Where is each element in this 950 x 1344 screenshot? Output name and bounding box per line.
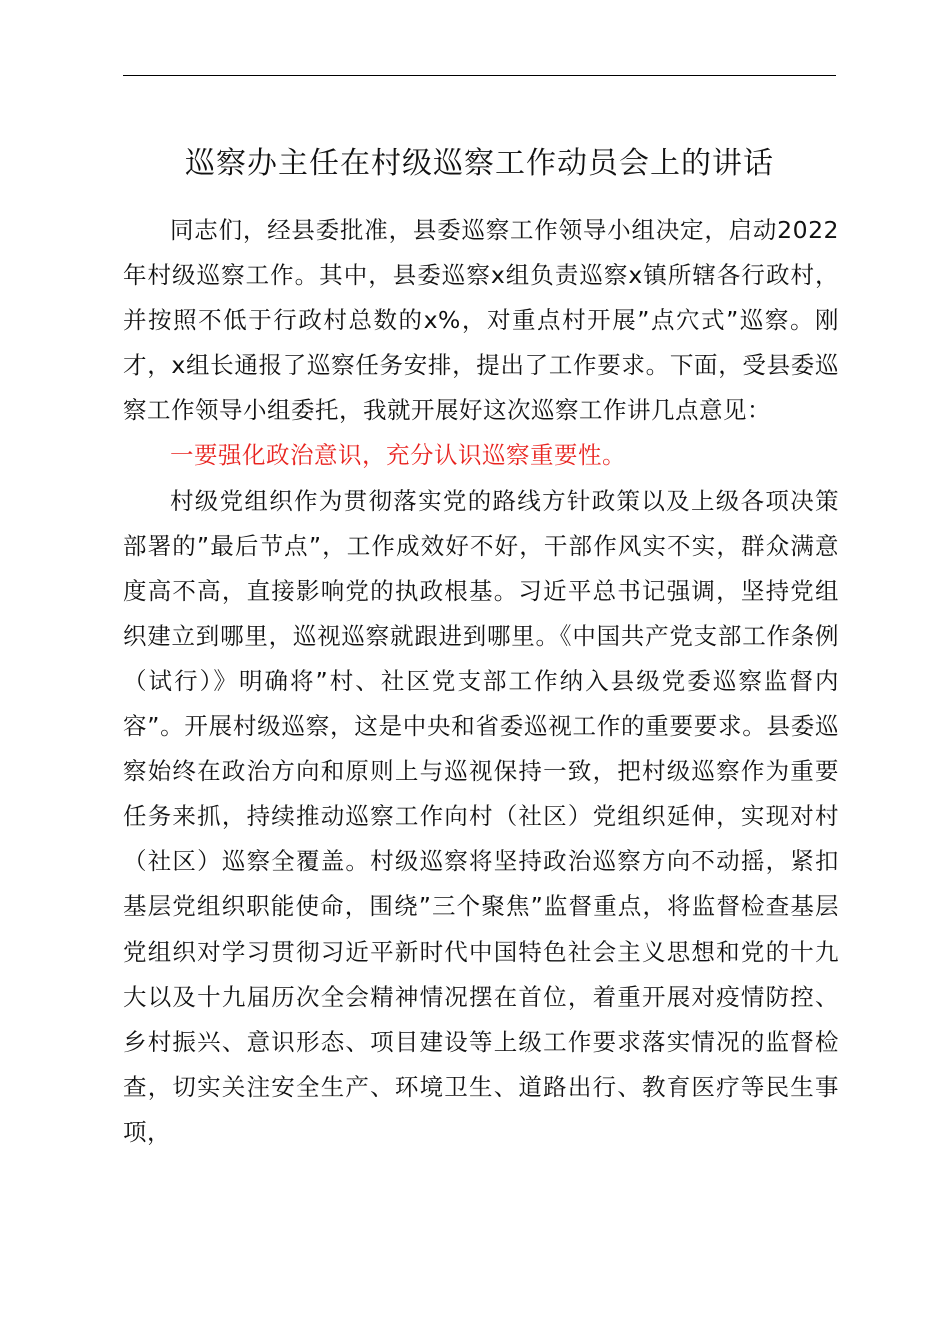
document-body	[123, 208, 839, 1155]
document-title: 巡察办主任在村级巡察工作动员会上的讲话	[185, 146, 774, 181]
header-rule	[123, 75, 836, 76]
opening-paragraph: 同志们，经县委批准，县委巡察工作领导小组决定，启动2022年村级巡察工作。其中，县委巡察x组负责巡察x镇所辖各行政村，并按照不低于行政村总数的x%，对重点村开展”点穴式”巡察。刚才，x组长通报了巡察任务安排，提出了工作要求。下面，受县委巡察工作领导小组委托，我就开展好这次巡察工作讲几点意见：	[123, 216, 839, 425]
section-1-paragraph: 村级党组织作为贯彻落实党的路线方针政策以及上级各项决策部署的”最后节点”，工作成效好不好，干部作风实不实，群众满意度高不高，直接影响党的执政根基。习近平总书记强调，坚持党组织建立到哪里，巡视巡察就跟进到哪里。《中国共产党支部工作条例（试行）》明确将”村、社区党支部工作纳入县级党委巡察监督内容”。开展村级巡察，这是中央和省委巡视工作的重要要求。县委巡察始终在政治方向和原则上与巡视保持一致，把村级巡察作为重要任务来抓，持续推动巡察工作向村（社区）党组织延伸，实现对村（社区）巡察全覆盖。村级巡察将坚持政治巡察方向不动摇，紧扣基层党组织职能使命，围绕”三个聚焦”监督重点，将监督检查基层党组织对学习贯彻习近平新时代中国特色社会主义思想和党的十九大以及十九届历次全会精神情况摆在首位，着重开展对疫情防控、乡村振兴、意识形态、项目建设等上级工作要求落实情况的监督检查，切实关注安全生产、环境卫生、道路出行、教育医疗等民生事项，	[123, 486, 839, 1146]
section-heading-1: 一要强化政治意识，充分认识巡察重要性。	[170, 441, 626, 470]
